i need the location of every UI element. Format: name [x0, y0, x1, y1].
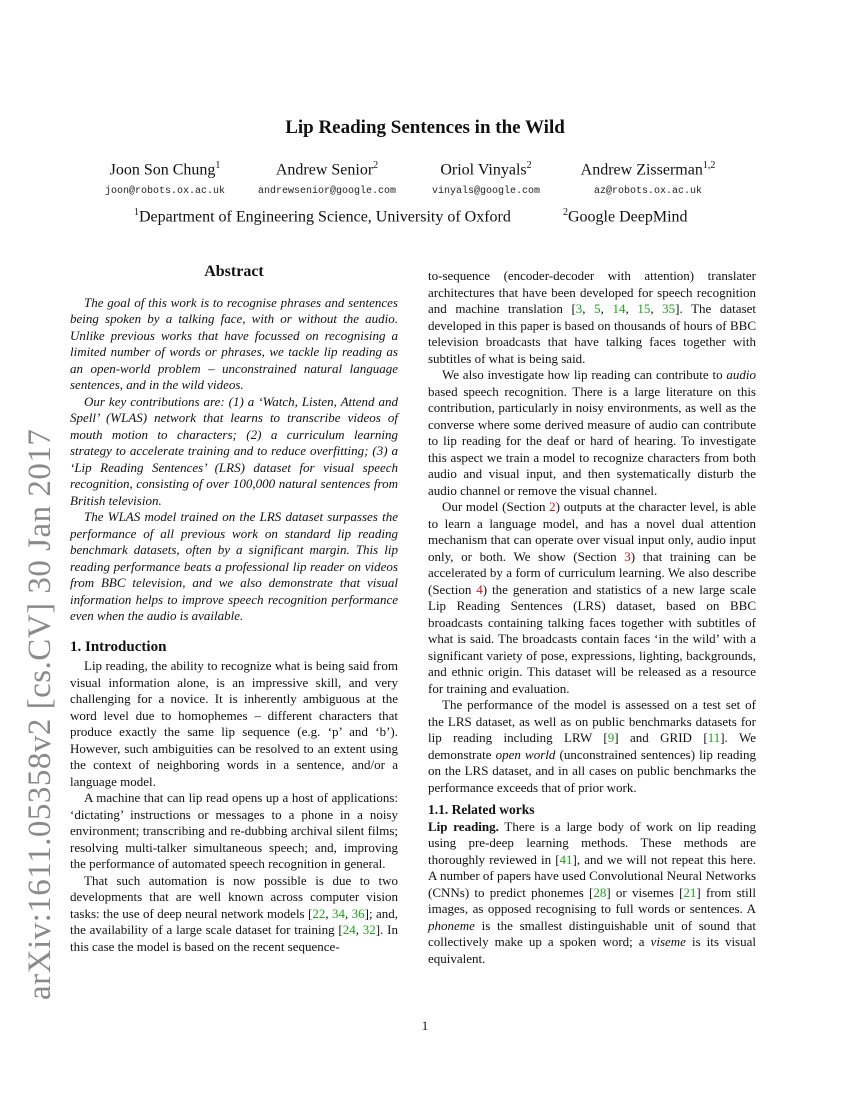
author-1-email: joon@robots.ox.ac.uk	[104, 186, 226, 197]
paper-title: Lip Reading Sentences in the Wild	[285, 117, 565, 138]
arxiv-stamp-text: arXiv:1611.05358v2 [cs.CV] 30 Jan 2017	[22, 428, 58, 1000]
author-2: Andrew Senior$^2$	[275, 160, 379, 179]
author-1: Joon Son Chung$^1$	[109, 160, 221, 179]
citation[interactable]: 3	[575, 301, 583, 316]
citation[interactable]: 28	[593, 884, 607, 900]
citation[interactable]: 36	[351, 905, 365, 921]
arxiv-stamp	[22, 300, 62, 1000]
citation[interactable]: 9	[607, 730, 615, 745]
author-2-email: andrewsenior@google.com	[257, 186, 397, 197]
citation[interactable]: 35	[662, 301, 676, 316]
related-works-heading: 1.1. Related works	[428, 802, 535, 817]
right-paragraph-2: Our model (Section 2) outputs at the character level, is able to learn a language model, and has a novel dual attention mechanism that can operate over visual input only, audio input only, or both. We show (Section 3) that training can be accelerated by a form of curriculum learning. We also describe (Section 4) the generation and statistics of a new large scale Lip Reading Sentences (LRS) dataset, based on BBC broadcasts containing talking faces together with subtitles of what is said. The broadcasts contain faces ‘in the wild’ with a significant variety of pose, expressions, lighting, backgrounds, and ethnic origin. This dataset will be released as a resource for training and evaluation.	[428, 499, 756, 696]
section-ref[interactable]: 2	[549, 499, 556, 514]
author-4: Andrew Zisserman$^{1,2}$	[580, 160, 716, 179]
citation[interactable]: 11	[707, 730, 721, 745]
author-4-email: az@robots.ox.ac.uk	[593, 186, 703, 197]
author-3-email: vinyals@google.com	[431, 186, 541, 197]
citation[interactable]: 14	[612, 301, 626, 316]
citation[interactable]: 32	[362, 922, 376, 937]
citation[interactable]: 21	[683, 884, 697, 900]
intro-paragraph-3: That such automation is now possible is due to two developments that are well known across computer vision tasks: the use of deep neural network models [22, 34, 36]; and, the availability of a large scale dataset for training [24, 32]. In this case the model is based on the recent sequence-	[70, 872, 399, 954]
author-3: Oriol Vinyals$^2$	[440, 160, 532, 179]
intro-paragraph-1: Lip reading, the ability to recognize what is being said from visual information alone, is an impressive skill, and very challenging for a novice. It is inherently ambiguous at the word level due to homophemes – different characters that produce exactly the same lip sequence (e.g. ‘p’ and ‘b’). However, such ambiguities can be resolved to an extent using the context of neighboring words in a sentence, and/or a language model.	[70, 658, 398, 789]
affiliation-1: $^1$Department of Engineering Science, University of Oxford	[134, 207, 511, 226]
intro-paragraph-2: A machine that can lip read opens up a host of applications: ‘dictating’ instructions or messages to a phone in a noisy environment; transcribing and re-dubbing archival silent films; resolving multi-talker simultaneous speech; and, improving the performance of automated speech recognition in general.	[70, 790, 398, 871]
right-column	[428, 268, 756, 967]
section-ref[interactable]: 3	[624, 548, 631, 564]
citation[interactable]: 15	[637, 301, 651, 316]
citation[interactable]: 22	[312, 905, 326, 921]
right-paragraph-0: to-sequence (encoder-decoder with attention) translater architectures that have been developed for speech recognition and machine translation [3, 5, 14, 15, 35]. The dataset developed in this paper is based on thousands of hours of BBC television broadcasts that have talking faces together with subtitles of what is being said.	[428, 268, 757, 366]
related-works-paragraph: Lip reading. There is a large body of work on lip reading using pre-deep learning methods. These methods are thoroughly reviewed in [41], and we will not repeat this here. A number of papers have used Convolutional Neural Networks (CNNs) to predict phonemes [28] or visemes [21] from still images, as opposed recognising to full words or sentences. A phoneme is the smallest distinguishable unit of sound that collectively make up a spoken word; a viseme is its visual equivalent.	[428, 818, 757, 966]
page-number: 1	[421, 1018, 429, 1033]
citation[interactable]: 24	[342, 922, 356, 937]
abstract-paragraph-3: The WLAS model trained on the LRS dataset surpasses the performance of all previous work on standard lip reading benchmark datasets, often by a significant margin. This lip reading performance beats a professional lip reader on videos from BBC television, and we also demonstrate that visual information helps to improve speech recognition performance even when the audio is available.	[70, 509, 398, 623]
right-paragraph-1: We also investigate how lip reading can contribute to audio based speech recognition. There is a large literature on this contribution, particularly in noisy environments, as well as the converse where some derived measure of audio can contribute to lip reading for the deaf or hard of hearing. To investigate this aspect we train a model to recognize characters from both audio and visual input, and then systematically disturb the audio channel or remove the visual channel.	[428, 367, 756, 498]
citation[interactable]: 34	[332, 905, 345, 921]
citation[interactable]: 41	[559, 851, 573, 867]
abstract-paragraph-2: Our key contributions are: (1) a ‘Watch, Listen, Attend and Spell’ (WLAS) network that learns to transcribe videos of mouth motion to characters; (2) a curriculum learning strategy to accelerate training and to reduce overfitting; (3) a ‘Lip Reading Sentences’ (LRS) dataset for visual speech recognition, consisting of over 100,000 natural sentences from British television.	[70, 393, 398, 508]
abstract-paragraph-1: The goal of this work is to recognise phrases and sentences being spoken by a talking face, with or without the audio. Unlike previous works that have focussed on recognising a limited number of words or phrases, we tackle lip reading as an open-world problem – unconstrained natural language sentences, and in the wild videos.	[70, 294, 398, 392]
left-column	[70, 264, 398, 955]
affiliation-2: $^2$Google DeepMind	[563, 207, 688, 226]
abstract-heading: Abstract	[204, 263, 264, 280]
intro-heading: 1. Introduction	[70, 638, 167, 655]
section-ref[interactable]: 4	[476, 581, 483, 597]
citation[interactable]: 5	[594, 301, 601, 316]
right-paragraph-3: The performance of the model is assessed on a test set of the LRS dataset, as well as on public benchmarks datasets for lip reading including LRW [9] and GRID [11]. We demonstrate open world (unconstrained sentences) lip reading on the LRS dataset, and in all cases on public benchmarks the performance exceeds that of prior work.	[428, 697, 756, 795]
